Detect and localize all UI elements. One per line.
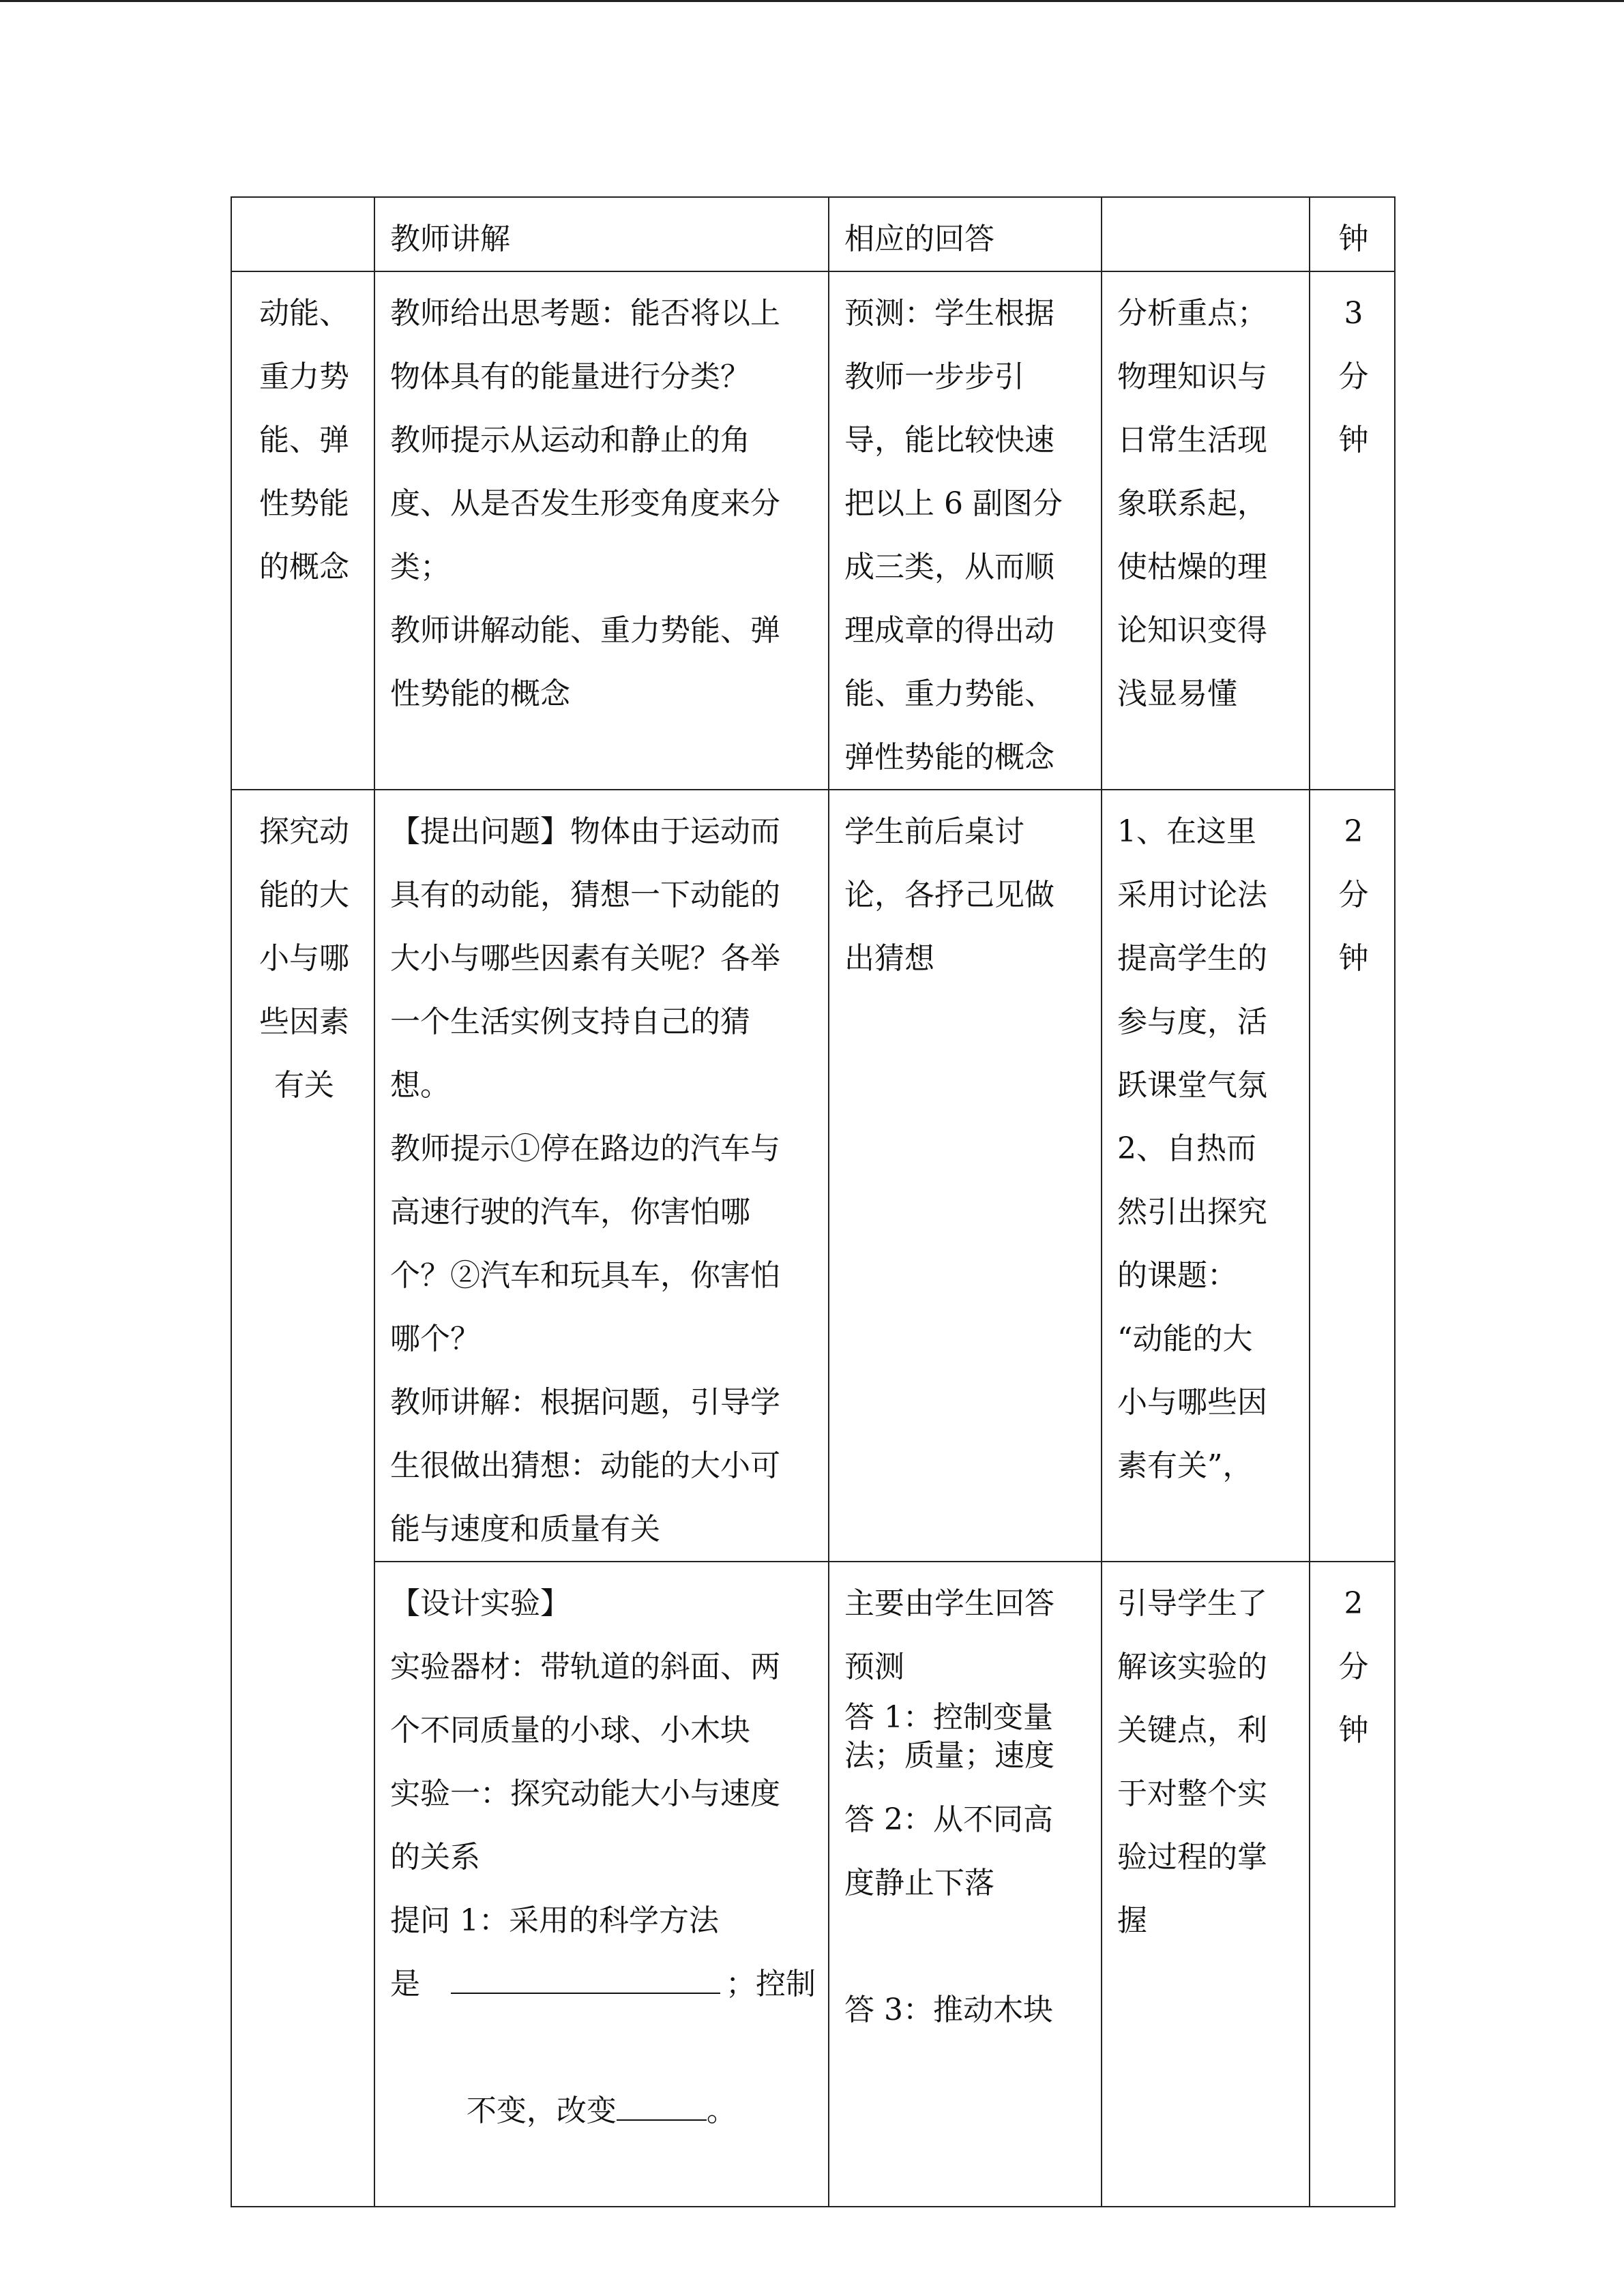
cell-line: 高速行驶的汽车，你害怕哪 bbox=[390, 1195, 750, 1229]
cell-line: 哪个？ bbox=[390, 1322, 480, 1356]
cell-line: 性势能 bbox=[259, 486, 349, 521]
table-row-explore-question bbox=[231, 790, 1395, 1562]
cell-time bbox=[1310, 1562, 1395, 2207]
cell-line: 引导学生了 bbox=[1117, 1586, 1267, 1621]
cell-line: 的课题： bbox=[1117, 1258, 1237, 1293]
cell-line: 分 bbox=[1338, 1650, 1369, 1684]
table-row-concepts bbox=[231, 271, 1395, 790]
cell-line: 象联系起， bbox=[1117, 486, 1267, 521]
cell-line: 使枯燥的理 bbox=[1117, 550, 1267, 584]
cell-line: 钟 bbox=[1338, 941, 1369, 976]
cell-line: 能的大 bbox=[259, 878, 349, 912]
cell-line: 教师讲解 bbox=[390, 222, 510, 256]
cell-line: 论，各抒己见做 bbox=[844, 878, 1054, 912]
cell-line: 主要由学生回答 bbox=[844, 1586, 1054, 1621]
cell-topic bbox=[231, 271, 374, 790]
cell-line: 具有的动能，猜想一下动能的 bbox=[390, 878, 780, 912]
cell-line: 提问 1：采用的科学方法 bbox=[390, 1903, 719, 1938]
cell-line: 3 bbox=[1344, 296, 1363, 331]
cell-time bbox=[1310, 271, 1395, 790]
cell-line: 把以上 6 副图分 bbox=[844, 486, 1063, 521]
cell-line: 小与哪 bbox=[259, 941, 349, 976]
fill-in-blank bbox=[617, 2089, 707, 2121]
cell-line: 度静止下落 bbox=[844, 1866, 994, 1900]
cell-line: 然引出探究 bbox=[1117, 1195, 1267, 1229]
blank-suffix: ；控制 bbox=[726, 1967, 816, 2001]
cell-line: 弹性势能的概念 bbox=[844, 740, 1054, 775]
cell-line: 能、重力势能、 bbox=[844, 676, 1054, 711]
cell-line: 教师给出思考题：能否将以上 bbox=[390, 296, 780, 331]
cell-line: 重力势 bbox=[259, 359, 349, 394]
cell-line: 的关系 bbox=[390, 1840, 480, 1875]
cell-line: 素有关”， bbox=[1117, 1448, 1253, 1483]
cell-line: 采用讨论法 bbox=[1117, 878, 1267, 912]
cell-line: 钟 bbox=[1338, 423, 1369, 458]
cell-line: 握 bbox=[1117, 1903, 1147, 1938]
cell-line: 教师讲解：根据问题，引导学 bbox=[390, 1385, 780, 1420]
cell-time bbox=[1310, 197, 1395, 271]
cell-line: 浅显易懂 bbox=[1117, 676, 1237, 711]
cell-line: 小与哪些因 bbox=[1117, 1385, 1267, 1420]
cell-design-intent bbox=[1102, 197, 1310, 271]
cell-line: 探究动 bbox=[259, 814, 349, 849]
cell-line: 出猜想 bbox=[844, 941, 934, 976]
cell-line: “动能的大 bbox=[1117, 1322, 1253, 1356]
cell-line: 物理知识与 bbox=[1117, 359, 1267, 394]
cell-line-with-blank bbox=[390, 2016, 816, 2206]
cell-line: 【提出问题】物体由于运动而 bbox=[390, 814, 780, 849]
cell-line: 个不同质量的小球、小木块 bbox=[390, 1713, 750, 1748]
cell-line: 2、自热而 bbox=[1117, 1131, 1256, 1166]
cell-teacher-activity bbox=[374, 271, 829, 790]
cell-line: 些因素 bbox=[259, 1004, 349, 1039]
cell-line: 答 2：从不同高 bbox=[844, 1802, 1053, 1837]
cell-student-activity bbox=[829, 197, 1102, 271]
cell-line: 论知识变得 bbox=[1117, 613, 1267, 648]
cell-line: 跃课堂气氛 bbox=[1117, 1068, 1267, 1103]
cell-line: 生很做出猜想：动能的大小可 bbox=[390, 1448, 780, 1483]
cell-line: 分 bbox=[1338, 878, 1369, 912]
cell-teacher-activity bbox=[374, 1562, 829, 2207]
cell-line: 答 1：控制变量 bbox=[844, 1700, 1053, 1735]
cell-line: 性势能的概念 bbox=[390, 676, 570, 711]
cell-design-intent bbox=[1102, 1562, 1310, 2207]
table-row-design-experiment bbox=[231, 1562, 1395, 2207]
cell-line: 分 bbox=[1338, 359, 1369, 394]
cell-line: 预测：学生根据 bbox=[844, 296, 1054, 331]
cell-line: 解该实验的 bbox=[1117, 1650, 1267, 1684]
cell-line: 动能、 bbox=[259, 296, 349, 331]
cell-student-activity bbox=[829, 1562, 1102, 2207]
cell-line: 预测 bbox=[844, 1650, 904, 1684]
cell-line: 实验器材：带轨道的斜面、两 bbox=[390, 1650, 780, 1684]
cell-teacher-activity bbox=[374, 197, 829, 271]
cell-line: 教师提示从运动和静止的角 bbox=[390, 423, 750, 458]
cell-line: 日常生活现 bbox=[1117, 423, 1267, 458]
blank-suffix: 。 bbox=[706, 2093, 737, 2128]
cell-student-activity bbox=[829, 790, 1102, 1562]
cell-line: 验过程的掌 bbox=[1117, 1840, 1267, 1875]
blank-prefix: 不变，改变 bbox=[466, 2093, 617, 2128]
cell-topic bbox=[231, 197, 374, 271]
cell-line: 法；质量；速度 bbox=[844, 1738, 1054, 1773]
cell-line: 能与速度和质量有关 bbox=[390, 1512, 660, 1547]
blank-prefix: 是 bbox=[390, 1967, 420, 2001]
cell-line: 【设计实验】 bbox=[390, 1586, 570, 1621]
cell-line: 参与度，活 bbox=[1117, 1004, 1267, 1039]
cell-design-intent bbox=[1102, 790, 1310, 1562]
cell-line: 个？②汽车和玩具车，你害怕 bbox=[390, 1258, 780, 1293]
cell-line: 一个生活实例支持自己的猜 bbox=[390, 1004, 750, 1039]
cell-line: 实验一：探究动能大小与速度 bbox=[390, 1776, 780, 1811]
table-row-header bbox=[231, 197, 1395, 271]
cell-line: 答 3：推动木块 bbox=[844, 1993, 1053, 2027]
cell-line: 钟 bbox=[1338, 222, 1369, 256]
cell-line: 想。 bbox=[390, 1068, 450, 1103]
cell-line: 能、弹 bbox=[259, 423, 349, 458]
cell-line: 有关 bbox=[274, 1068, 334, 1103]
cell-line: 提高学生的 bbox=[1117, 941, 1267, 976]
cell-line: 2 bbox=[1344, 814, 1363, 849]
cell-line: 关键点，利 bbox=[1117, 1713, 1267, 1748]
answer-block bbox=[844, 1686, 1089, 1788]
cell-line: 类； bbox=[390, 550, 450, 584]
cell-line: 大小与哪些因素有关呢？各举 bbox=[390, 941, 780, 976]
cell-line: 理成章的得出动 bbox=[844, 613, 1054, 648]
cell-topic bbox=[231, 790, 374, 2207]
cell-line: 成三类，从而顺 bbox=[844, 550, 1054, 584]
cell-line: 2 bbox=[1344, 1586, 1363, 1621]
page-top-border bbox=[0, 0, 1624, 2]
cell-design-intent bbox=[1102, 271, 1310, 790]
cell-line: 教师一步步引 bbox=[844, 359, 1024, 394]
cell-line: 的概念 bbox=[259, 550, 349, 584]
cell-line: 教师提示①停在路边的汽车与 bbox=[390, 1131, 780, 1166]
cell-student-activity bbox=[829, 271, 1102, 790]
cell-line: 钟 bbox=[1338, 1713, 1369, 1748]
cell-line: 教师讲解动能、重力势能、弹 bbox=[390, 613, 780, 648]
cell-line bbox=[844, 1915, 1089, 1978]
cell-line: 度、从是否发生形变角度来分 bbox=[390, 486, 780, 521]
cell-teacher-activity bbox=[374, 790, 829, 1562]
lesson-plan-table bbox=[231, 196, 1396, 2207]
fill-in-blank bbox=[451, 1963, 720, 1994]
cell-line: 物体具有的能量进行分类？ bbox=[390, 359, 750, 394]
cell-line-with-blank bbox=[390, 1952, 816, 2016]
cell-line: 学生前后桌讨 bbox=[844, 814, 1024, 849]
cell-line: 导，能比较快速 bbox=[844, 423, 1054, 458]
cell-line: 相应的回答 bbox=[844, 222, 994, 256]
cell-line: 于对整个实 bbox=[1117, 1776, 1267, 1811]
cell-time bbox=[1310, 790, 1395, 1562]
cell-line: 分析重点； bbox=[1117, 296, 1267, 331]
cell-line: 1、在这里 bbox=[1117, 814, 1256, 849]
